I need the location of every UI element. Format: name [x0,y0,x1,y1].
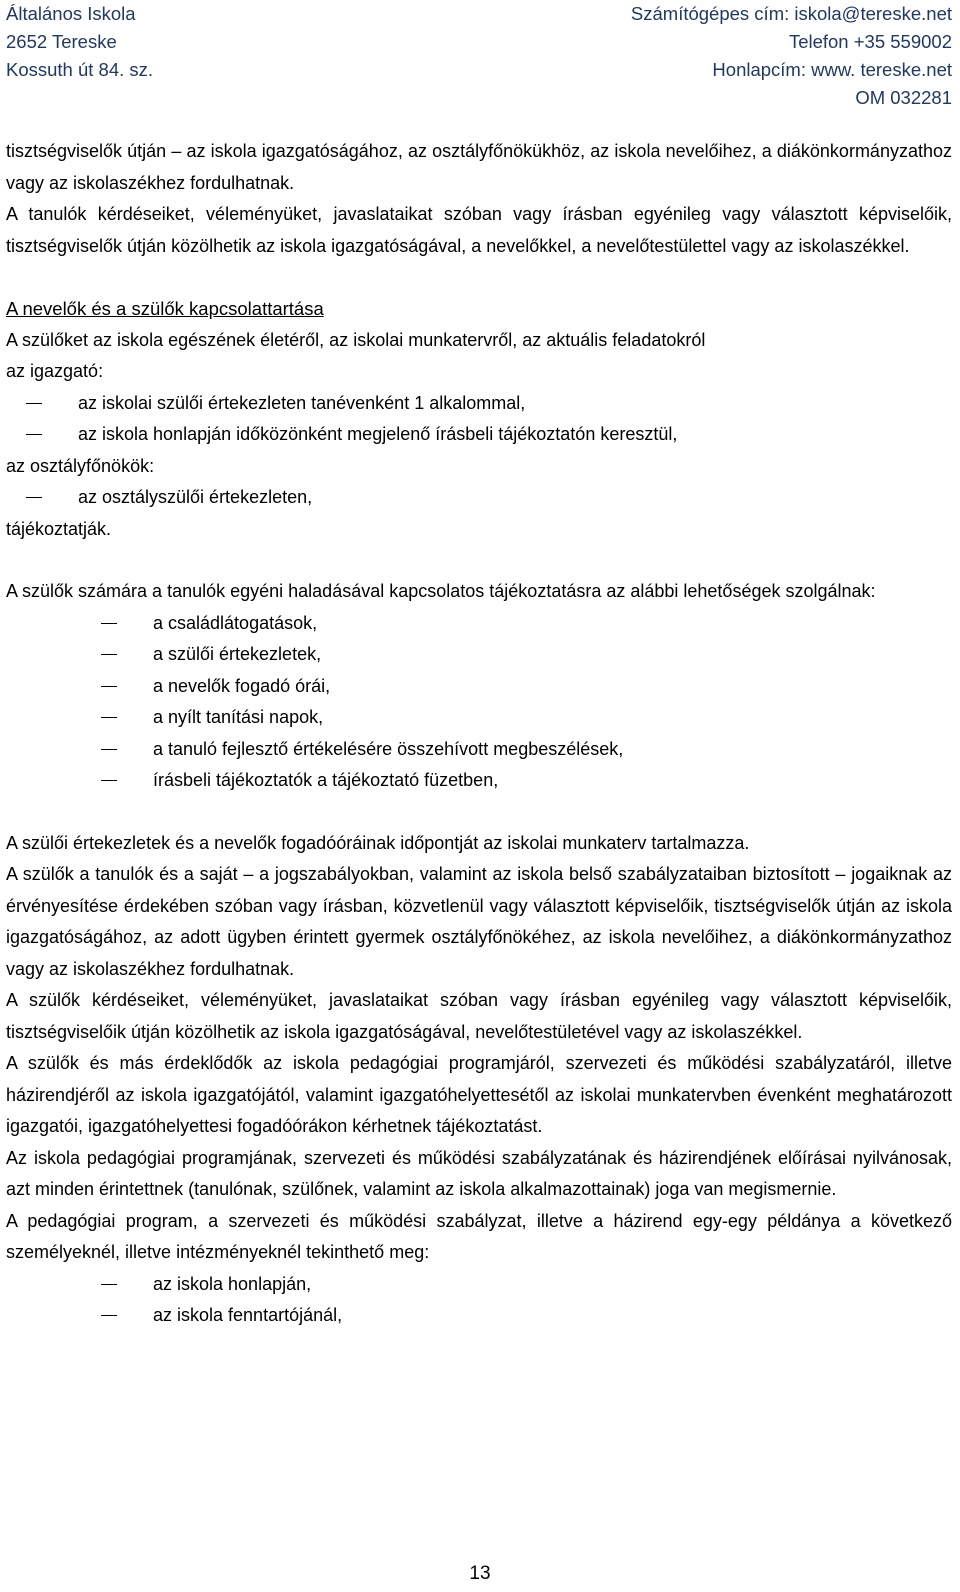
list-item: az iskolai szülői értekezleten tanévenként 1 alkalommal, [6,388,952,420]
spacer [6,797,952,828]
paragraph: Az iskola pedagógiai programjának, szervezeti és működési szabályzatának és házirendjének előírásai nyilvánosak, azt minden érintettnek (tanulónak, szülőnek, valamint az iskola alkalmazottainak) joga van megismernie. [6,1147,952,1199]
website-line: Honlapcím: www. tereske.net [712,59,952,80]
letterhead-right [631,0,952,112]
paragraph: A tanulók kérdéseiket, véleményüket, javaslataikat szóban vagy írásban egyénileg vagy választott képviselőik, tisztségviselők útján közölhetik az iskola igazgatóságával, a nevelőkkel, a nevelőtestülettel vagy az iskolaszékkel. [6,204,952,256]
director-list [6,388,952,451]
school-address: Kossuth út 84. sz. [6,59,154,80]
parents-options-list [6,608,952,797]
paragraph: A szülőket az iskola egészének életéről, az iskolai munkatervről, az aktuális feladatokról [6,329,706,350]
letterhead [6,0,952,112]
paragraph: tisztségviselők útján – az iskola igazgatóságához, az osztályfőnökükhöz, az iskola nevelőihez, a diákönkormányzathoz vagy az iskolaszékhez fordulhatnak. [6,141,952,193]
letterhead-left [6,0,153,112]
page-number: 13 [469,1563,491,1584]
list-label: az osztályfőnökök: [6,455,155,476]
spacer [6,545,952,576]
spacer [6,262,952,293]
paragraph: A szülők a tanulók és a saját – a jogszabályokban, valamint az iskola belső szabályzataiban biztosított – jogaiknak az érvényesítése érdekében szóban vagy írásban, közvetlenül vagy választott képviselőik, tisztségviselők útján az iskola igazgatóságához, az adott ügyben érintett gyermek osztályfőnökéhez, az iskola nevelőihez, a diákönkormányzathoz vagy az iskolaszékhez fordulhatnak. [6,864,952,979]
list-item: a tanuló fejlesztő értékelésére összehívott megbeszélések, [6,734,952,766]
teachers-list [6,482,952,514]
list-item: a családlátogatások, [6,608,952,640]
section-heading: A nevelők és a szülők kapcsolattartása [6,298,324,319]
list-item: az osztályszülői értekezleten, [6,482,952,514]
paragraph: A pedagógiai program, a szervezeti és működési szabályzat, illetve a házirend egy-egy példánya a következő személyeknél, illetve intézményeknél tekinthető meg: [6,1210,952,1262]
document-body [6,136,952,1332]
email-line: Számítógépes cím: iskola@tereske.net [630,3,952,24]
list-item: az iskola honlapján, [6,1269,952,1301]
paragraph: tájékoztatják. [6,518,112,539]
paragraph: A szülők és más érdeklődők az iskola pedagógiai programjáról, szervezeti és működési szabályzatáról, illetve házirendjéről az iskola igazgatójától, valamint igazgatóhelyettesétől az iskolai munkatervben évenként meghatározott igazgatói, igazgatóhelyettesi fogadóórákon kérhetnek tájékoztatást. [6,1053,952,1136]
list-item: a nyílt tanítási napok, [6,702,952,734]
list-label: az igazgató: [6,361,104,381]
paragraph: A szülők kérdéseiket, véleményüket, javaslataikat szóban vagy írásban egyénileg vagy választott képviselőik, tisztségviselőik útján közölhetik az iskola igazgatóságával, nevelőtestületével vagy az iskolaszékkel. [6,990,952,1042]
paragraph: A szülői értekezletek és a nevelők fogadóóráinak időpontját az iskolai munkaterv tartalmazza. [6,832,750,853]
school-name: Általános Iskola [6,3,136,24]
list-item: a nevelők fogadó órái, [6,671,952,703]
school-city: 2652 Tereske [6,31,117,52]
om-line: OM 032281 [855,87,952,108]
paragraph: A szülők számára a tanulók egyéni haladásával kapcsolatos tájékoztatásra az alábbi lehetőségek szolgálnak: [6,581,876,601]
list-item: a szülői értekezletek, [6,639,952,671]
list-item: az iskola honlapján időközönként megjelenő írásbeli tájékoztatón keresztül, [6,419,952,451]
documents-location-list [6,1269,952,1332]
list-item: írásbeli tájékoztatók a tájékoztató füzetben, [6,765,952,797]
phone-line: Telefon +35 559002 [788,31,952,52]
list-item: az iskola fenntartójánál, [6,1300,952,1332]
